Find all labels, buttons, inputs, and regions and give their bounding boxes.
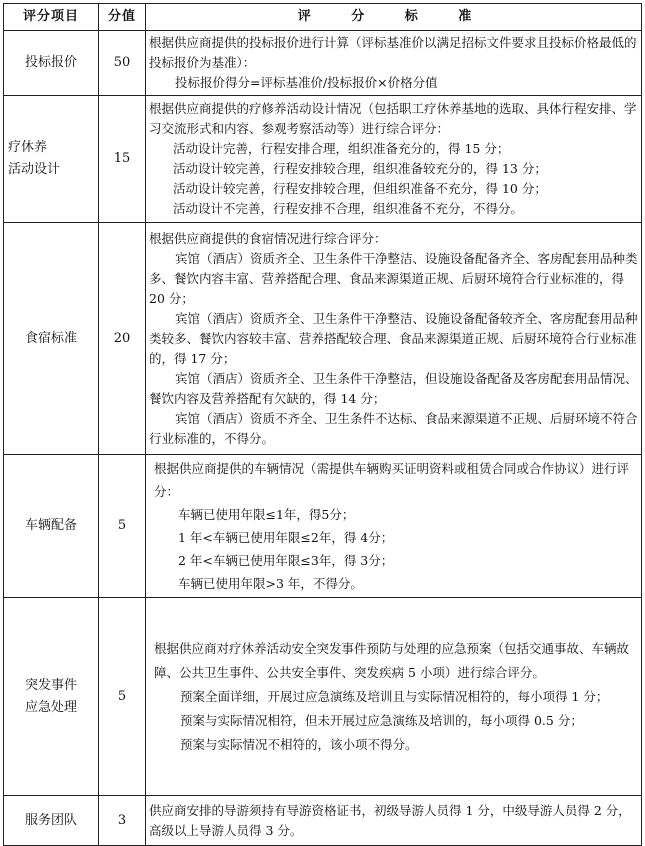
header-criteria: 评 分 标 准 xyxy=(146,4,642,31)
table-row-activity-design xyxy=(4,96,642,223)
item-cell xyxy=(4,223,99,455)
criteria-line: 活动设计不完善，行程安排不合理，组织准备不充分，不得分。 xyxy=(173,201,524,216)
scoring-table xyxy=(3,3,642,846)
table-row-vehicles xyxy=(4,455,642,598)
item-cell xyxy=(4,31,99,96)
item-label: 应急处理 xyxy=(24,699,77,715)
criteria-line: 活动设计较完善，行程安排较合理，组织准备较充分的，得 13 分； xyxy=(173,161,547,176)
criteria-line: 1 年<车辆已使用年限≤2年，得 4分； xyxy=(178,530,394,545)
item-label: 活动设计 xyxy=(8,162,61,177)
criteria-line: 活动设计完善，行程安排合理，组织准备充分的，得 15 分； xyxy=(173,141,510,156)
score-cell: 5 xyxy=(99,455,146,598)
item-label: 车辆配备 xyxy=(24,518,77,533)
table-row-accommodation xyxy=(4,223,642,455)
criteria-line: 预案与实际情况不相符的，该小项不得分。 xyxy=(180,736,418,752)
criteria-line: 宾馆（酒店）资质齐全、卫生条件干净整洁、设施设备配备齐全、客房配套用品种类多、餐饮内容丰富、营养搭配合理、食品来源渠道正规、后厨环境符合行业标准的，得 20 分； xyxy=(149,250,638,306)
criteria-line: 供应商安排的导游须持有导游资格证书，初级导游人员得 1 分，中级导游人员得 2 分，高级以上导游人员得 3 分。 xyxy=(149,802,631,838)
criteria-line: 活动设计较完善，行程安排较合理，但组织准备不充分，得 10 分； xyxy=(173,181,547,196)
criteria-line: 根据供应商提供的投标报价进行计算（评标基准价以满足招标文件要求且投标价格最低的投标报价为基准）： xyxy=(149,35,637,70)
criteria-line: 根据供应商提供的食宿情况进行综合评分： xyxy=(149,230,387,246)
table-row-bid-price xyxy=(4,31,642,96)
criteria-cell xyxy=(146,96,642,223)
criteria-line: 预案全面详细，开展过应急演练及培训且与实际情况相符的，每小项得 1 分； xyxy=(180,688,609,704)
item-cell xyxy=(4,96,99,223)
score-cell: 50 xyxy=(99,31,146,96)
item-label: 突发事件 xyxy=(24,677,77,693)
criteria-line: 2 年<车辆已使用年限≤3年，得 3分； xyxy=(178,553,394,568)
score-cell: 15 xyxy=(99,96,146,223)
criteria-cell xyxy=(146,223,642,455)
header-item: 评分项目 xyxy=(4,4,99,31)
table-row-emergency xyxy=(4,598,642,796)
score-cell: 3 xyxy=(99,796,146,846)
score-cell: 20 xyxy=(99,223,146,455)
score-cell: 5 xyxy=(99,598,146,796)
header-row xyxy=(4,4,642,31)
item-label: 服务团队 xyxy=(24,812,77,828)
table-row-service-team xyxy=(4,796,642,846)
item-label: 食宿标准 xyxy=(24,330,77,346)
criteria-line: 预案与实际情况相符，但未开展过应急演练及培训的，每小项得 0.5 分； xyxy=(180,712,583,728)
criteria-line: 车辆已使用年限>3 年，不得分。 xyxy=(178,576,363,591)
criteria-line: 根据供应商对疗休养活动安全突发事件预防与处理的应急预案（包括交通事故、车辆故障、公共卫生事件、公共安全事件、突发疾病 5 小项）进行综合评分。 xyxy=(154,640,630,680)
criteria-line: 投标报价得分=评标基准价/投标报价×价格分值 xyxy=(175,75,438,90)
criteria-cell xyxy=(146,598,642,796)
criteria-cell xyxy=(146,796,642,846)
criteria-line: 根据供应商提供的疗修养活动设计情况（包括职工疗休养基地的选取、具体行程安排、学习交流形式和内容、参观考察活动等）进行综合评分： xyxy=(149,101,637,136)
criteria-line: 车辆已使用年限≤1年，得5分； xyxy=(178,507,355,522)
item-label: 疗休养 xyxy=(8,140,48,155)
item-cell xyxy=(4,455,99,598)
item-cell xyxy=(4,796,99,846)
criteria-cell xyxy=(146,455,642,598)
criteria-line: 根据供应商提供的车辆情况（需提供车辆购买证明资料或租赁合同或合作协议）进行评分： xyxy=(154,461,630,499)
criteria-line: 宾馆（酒店）资质齐全、卫生条件干净整洁、设施设备配备较齐全、客房配套用品种类较多、餐饮内容较丰富、营养搭配较合理、食品来源渠道正规、后厨环境符合行业标准的，得 17 分； xyxy=(149,310,638,366)
criteria-line: 宾馆（酒店）资质不齐全、卫生条件不达标、食品来源渠道不正规、后厨环境不符合行业标准的，不得分。 xyxy=(149,410,638,446)
item-label: 投标报价 xyxy=(24,55,77,70)
criteria-line: 宾馆（酒店）资质齐全、卫生条件干净整洁，但设施设备配备及客房配套用品情况、餐饮内容及营养搭配有欠缺的，得 14 分； xyxy=(149,370,638,406)
header-score: 分值 xyxy=(99,4,146,31)
item-cell xyxy=(4,598,99,796)
criteria-cell xyxy=(146,31,642,96)
